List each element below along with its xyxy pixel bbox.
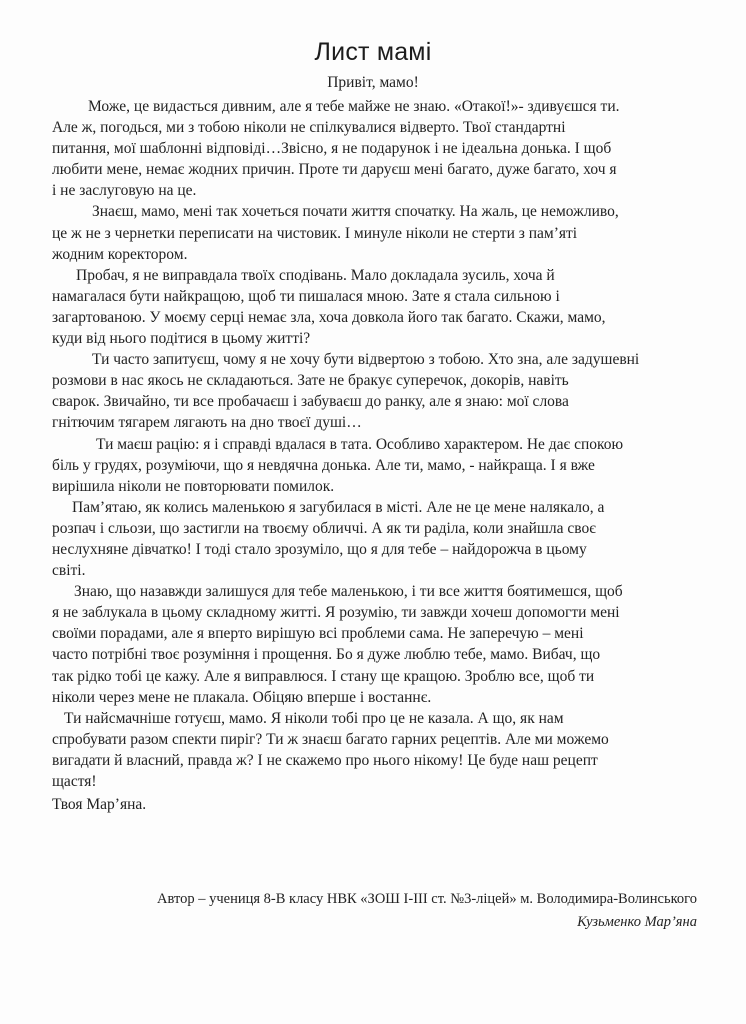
text-line: Знаю, що назавжди залишуся для тебе маленькою, і ти все життя боятимешся, щоб — [74, 583, 623, 601]
text-line: своїми порадами, але я вперто вирішую всі проблеми сама. Не заперечую – мені — [52, 625, 584, 643]
text-line: розпач і сльози, що застигли на твоєму обличчі. А як ти раділа, коли знайшла своє — [52, 519, 596, 537]
paragraph — [52, 708, 702, 792]
letter-greeting: Привіт, мамо! — [327, 74, 419, 91]
text-line: неслухняне дівчатко! І тоді стало зрозуміло, що я для тебе – найдорожча в цьому — [52, 540, 587, 558]
text-line: я не заблукала в цьому складному житті. Я розумію, ти завжди хочеш допомогти мені — [52, 604, 620, 622]
text-line: це ж не з чернетки переписати на чистовик. І минуле ніколи не стерти з пам’яті — [52, 224, 578, 242]
text-line: вигадати й власний, правда ж? І не скажемо про нього нікому! Це буде наш рецепт — [52, 751, 598, 769]
text-line: розмови в нас якось не складаються. Зате не бракує суперечок, докорів, навіть — [52, 372, 569, 390]
text-line: біль у грудях, розуміючи, що я невдячна донька. Але ти, мамо, - найкраща. І я вже — [52, 456, 595, 474]
letter-body — [52, 96, 702, 815]
paragraph-list — [52, 96, 702, 792]
text-line: куди від нього подітися в цьому житті? — [52, 330, 311, 348]
paragraph — [52, 581, 702, 708]
paragraph — [52, 96, 702, 201]
author-line: Автор – учениця 8-В класу НВК «ЗОШ І-ІІІ ст. №3-ліцей» м. Володимира-Волинського — [157, 891, 697, 907]
text-line: вирішила ніколи не повторювати помилок. — [52, 477, 335, 495]
paragraph — [52, 265, 702, 349]
letter-title: Лист мамі — [314, 38, 432, 66]
text-line: Ти часто запитуєш, чому я не хочу бути відвертою з тобою. Хто зна, але задушевні — [92, 351, 640, 369]
text-line: любити мене, немає жодних причин. Проте ти даруєш мені багато, дуже багато, хоч я — [52, 161, 617, 179]
text-line: Але ж, погодься, ми з тобою ніколи не спілкувалися відверто. Твої стандартні — [52, 119, 566, 137]
text-line: щастя! — [52, 773, 97, 790]
letter-signature: Твоя Мар’яна. — [52, 796, 147, 814]
text-line: спробувати разом спекти пиріг? Ти ж знаєш багато гарних рецептів. Але ми можемо — [52, 730, 609, 748]
text-line: гнітючим тягарем лягають на дно твоєї душі… — [52, 414, 362, 432]
text-line: Знаєш, мамо, мені так хочеться почати життя спочатку. На жаль, це неможливо, — [92, 203, 619, 221]
text-line: Ти найсмачніше готуєш, мамо. Я ніколи тобі про це не казала. А що, як нам — [64, 709, 564, 727]
author-name: Кузьменко Мар’яна — [577, 914, 697, 930]
text-line: загартованою. У моєму серці немає зла, хоча довкола його так багато. Скажи, мамо, — [52, 308, 606, 326]
text-line: часто потрібні твоє розуміння і прощення. Бо я дуже люблю тебе, мамо. Вибач, що — [52, 646, 601, 664]
paragraph — [52, 497, 702, 581]
text-line: питання, мої шаблонні відповіді…Звісно, я не подарунок і не ідеальна донька. І щоб — [52, 140, 612, 158]
text-line: Ти маєш рацію: я і справді вдалася в тата. Особливо характером. Не дає спокою — [96, 435, 624, 453]
text-line: намагалася бути найкращою, щоб ти пишалася мною. Зате я стала сильною і — [52, 287, 560, 305]
text-line: так рідко тобі це кажу. Але я виправлюся. І стану ще кращою. Зроблю все, щоб ти — [52, 667, 595, 685]
paragraph — [52, 349, 702, 433]
paragraph — [52, 201, 702, 264]
text-line: світі. — [52, 562, 86, 580]
text-line: жодним коректором. — [52, 245, 188, 263]
text-line: Пробач, я не виправдала твоїх сподівань. Мало докладала зусиль, хоча й — [76, 266, 555, 284]
author-block — [0, 888, 697, 934]
text-line: Пам’ятаю, як колись маленькою я загубилася в місті. Але не це мене налякало, а — [72, 498, 605, 516]
text-line: і не заслуговую на це. — [52, 182, 197, 200]
text-line: сварок. Звичайно, ти все пробачаєш і забуваєш до ранку, але я знаю: мої слова — [52, 393, 569, 411]
text-line: ніколи через мене не плакала. Обіцяю вперше і востаннє. — [52, 688, 432, 706]
text-line: Може, це видасться дивним, але я тебе майже не знаю. «Отакої!»- здивуєшся ти. — [88, 98, 620, 115]
paragraph — [52, 434, 702, 497]
